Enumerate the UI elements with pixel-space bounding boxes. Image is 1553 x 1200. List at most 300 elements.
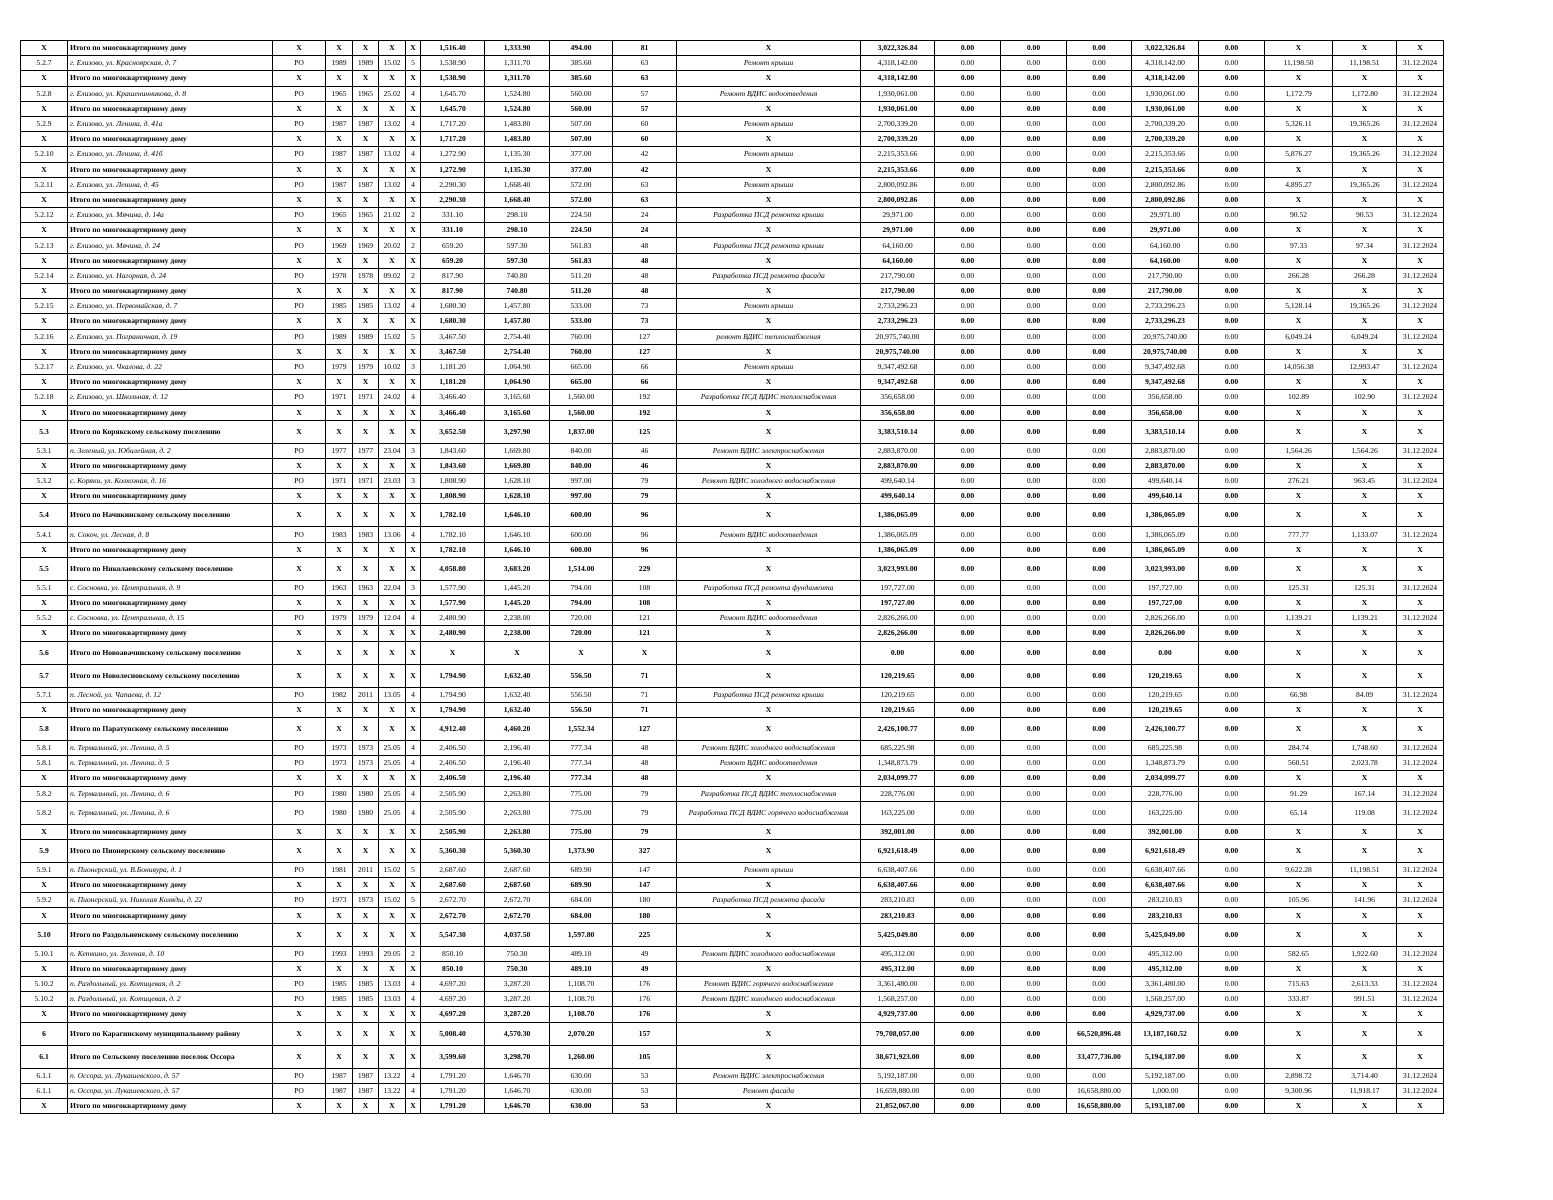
table-cell: 64,160.00 <box>861 253 935 268</box>
table-cell: 0.00 <box>1001 101 1067 116</box>
table-cell: X <box>326 405 353 420</box>
table-cell: 6.1.1 <box>21 1083 68 1098</box>
table-cell: 0.00 <box>1001 390 1067 405</box>
table-cell: 507.00 <box>550 132 613 147</box>
table-cell: X <box>406 71 421 86</box>
table-cell: 1977 <box>326 443 353 458</box>
table-cell: 0.00 <box>1067 405 1132 420</box>
table-cell: X <box>353 192 379 207</box>
table-cell: X <box>677 1007 861 1022</box>
table-cell: РО <box>273 580 326 595</box>
table-cell: X <box>273 101 326 116</box>
table-cell: 561.83 <box>550 253 613 268</box>
table-cell: 0.00 <box>935 329 1001 344</box>
table-cell: 0.00 <box>1199 641 1265 664</box>
table-cell: 385.60 <box>550 71 613 86</box>
table-cell: 2,733,296.23 <box>1132 314 1199 329</box>
table-cell: X <box>326 596 353 611</box>
table-cell: 13.22 <box>379 1083 406 1098</box>
table-cell: 0.00 <box>935 596 1001 611</box>
table-cell: 582.65 <box>1265 946 1333 961</box>
table-cell: 1993 <box>353 946 379 961</box>
table-cell: 1,457.80 <box>485 314 550 329</box>
table-cell: 0.00 <box>935 611 1001 626</box>
table-cell: X <box>406 284 421 299</box>
table-cell: 392,001.00 <box>861 824 935 839</box>
table-cell: 665.00 <box>550 359 613 374</box>
table-cell: 283,210.83 <box>1132 908 1199 923</box>
table-cell: X <box>677 824 861 839</box>
table-cell: 494.00 <box>550 41 613 56</box>
table-row <box>21 192 1444 207</box>
table-cell: 0.00 <box>1067 878 1132 893</box>
table-cell: 1987 <box>353 116 379 131</box>
table-cell: 1963 <box>353 580 379 595</box>
table-cell: Разработка ПСД ремонта фасада <box>677 268 861 283</box>
table-cell: X <box>1397 375 1444 390</box>
table-cell: 73 <box>613 314 677 329</box>
table-cell: 0.00 <box>1001 177 1067 192</box>
table-row <box>21 443 1444 458</box>
table-cell: X <box>326 344 353 359</box>
table-cell: X <box>1333 314 1397 329</box>
table-cell: Итого по многоквартирному дому <box>68 908 273 923</box>
table-cell: 5,193,187.00 <box>1132 1098 1199 1113</box>
table-cell: 2011 <box>353 862 379 877</box>
table-cell: 6,049.24 <box>1333 329 1397 344</box>
table-cell: 1985 <box>353 977 379 992</box>
table-cell: 1987 <box>326 177 353 192</box>
table-row <box>21 771 1444 786</box>
table-cell: X <box>1333 717 1397 740</box>
table-cell: 66,520,896.48 <box>1067 1022 1132 1045</box>
table-row <box>21 893 1444 908</box>
table-cell: 0.00 <box>1001 223 1067 238</box>
table-cell: п. Термальный, ул. Ленина, д. 6 <box>68 786 273 801</box>
table-cell: 121 <box>613 611 677 626</box>
table-cell: Итого по многоквартирному дому <box>68 961 273 976</box>
table-cell: 0.00 <box>1001 458 1067 473</box>
table-cell: 0.00 <box>1001 359 1067 374</box>
table-cell: 2 <box>406 238 421 253</box>
table-cell: 120,219.65 <box>861 687 935 702</box>
table-cell: 5.2.14 <box>21 268 68 283</box>
table-cell: 0.00 <box>1199 238 1265 253</box>
table-row <box>21 801 1444 824</box>
table-cell: 0.00 <box>1199 862 1265 877</box>
table-cell: 4,697.20 <box>421 1007 485 1022</box>
table-cell: 3,466.40 <box>421 390 485 405</box>
table-cell: 1,577.90 <box>421 580 485 595</box>
table-cell: 31.12.2024 <box>1397 268 1444 283</box>
table-cell: X <box>379 132 406 147</box>
table-cell: с. Коряки, ул. Колхозная, д. 16 <box>68 474 273 489</box>
table-cell: 15.02 <box>379 56 406 71</box>
table-cell: 96 <box>613 504 677 527</box>
table-row <box>21 641 1444 664</box>
table-cell: Итого по Новолесновскому сельскому поселению <box>68 664 273 687</box>
table-cell: 0.00 <box>1067 132 1132 147</box>
table-cell: X <box>326 641 353 664</box>
table-row <box>21 977 1444 992</box>
table-cell: X <box>406 489 421 504</box>
table-cell: 0.00 <box>1001 1022 1067 1045</box>
table-cell: 4 <box>406 527 421 542</box>
table-cell: X <box>326 192 353 207</box>
table-cell: 217,790.00 <box>1132 284 1199 299</box>
table-cell: X <box>406 664 421 687</box>
table-cell: 1989 <box>353 56 379 71</box>
table-cell: 0.00 <box>1067 489 1132 504</box>
table-cell: 3,683.20 <box>485 557 550 580</box>
table-cell: 0.00 <box>1199 977 1265 992</box>
table-cell: X <box>273 344 326 359</box>
table-cell: 0.00 <box>1199 1045 1265 1068</box>
table-cell: РО <box>273 946 326 961</box>
table-cell: X <box>21 626 68 641</box>
table-cell: 19,365.26 <box>1333 147 1397 162</box>
table-cell: РО <box>273 1083 326 1098</box>
table-cell: 4,318,142.00 <box>1132 56 1199 71</box>
table-cell: 385.60 <box>550 56 613 71</box>
table-cell: 21,852,067.00 <box>861 1098 935 1113</box>
table-cell: 0.00 <box>1001 208 1067 223</box>
table-cell: Итого по многоквартирному дому <box>68 1007 273 1022</box>
table-cell: X <box>1333 375 1397 390</box>
table-row <box>21 101 1444 116</box>
table-cell: 750.30 <box>485 961 550 976</box>
table-cell: 31.12.2024 <box>1397 299 1444 314</box>
table-cell: РО <box>273 147 326 162</box>
table-cell: 1987 <box>353 1068 379 1083</box>
table-cell: 740.80 <box>485 268 550 283</box>
table-cell: 2,215,353.66 <box>1132 147 1199 162</box>
table-cell: 1,922.60 <box>1333 946 1397 961</box>
table-row <box>21 740 1444 755</box>
table-cell: 0.00 <box>1067 375 1132 390</box>
table-cell: 64,160.00 <box>1132 253 1199 268</box>
table-cell: 9,347,492.68 <box>1132 375 1199 390</box>
table-cell: п. Оссора, ул. Лукашевского, д. 57 <box>68 1068 273 1083</box>
table-cell: X <box>21 458 68 473</box>
table-cell: 283,210.83 <box>861 893 935 908</box>
table-cell: 29,971.00 <box>861 208 935 223</box>
table-cell: 3 <box>406 443 421 458</box>
table-cell: 79 <box>613 824 677 839</box>
table-cell: 3,467.50 <box>421 329 485 344</box>
table-cell: 1987 <box>326 1083 353 1098</box>
table-cell: X <box>273 420 326 443</box>
table-cell: X <box>273 1007 326 1022</box>
table-cell: 0.00 <box>935 946 1001 961</box>
table-cell: Итого по многоквартирному дому <box>68 162 273 177</box>
table-cell: Итого по многоквартирному дому <box>68 314 273 329</box>
table-cell: РО <box>273 268 326 283</box>
table-cell: 0.00 <box>1001 86 1067 101</box>
table-cell: 1985 <box>326 977 353 992</box>
table-cell: 0.00 <box>1199 359 1265 374</box>
table-cell: 2,215,353.66 <box>861 162 935 177</box>
table-cell: 0.00 <box>1199 147 1265 162</box>
table-cell: 2,672.70 <box>485 908 550 923</box>
table-cell: п. Лесной, ул. Чапаева, д. 12 <box>68 687 273 702</box>
table-cell: 659.20 <box>421 253 485 268</box>
table-cell: 0.00 <box>1001 687 1067 702</box>
table-cell: 31.12.2024 <box>1397 786 1444 801</box>
table-cell: 0.00 <box>1199 580 1265 595</box>
table-cell: 689.90 <box>550 878 613 893</box>
table-cell: 5.2.9 <box>21 116 68 131</box>
table-cell: 5.4 <box>21 504 68 527</box>
table-row <box>21 923 1444 946</box>
table-cell: Разработка ПСД ремонта фасада <box>677 893 861 908</box>
table-cell: X <box>379 824 406 839</box>
table-cell: 0.00 <box>1199 801 1265 824</box>
table-row <box>21 1098 1444 1113</box>
table-cell: 48 <box>613 238 677 253</box>
table-cell: 0.00 <box>1067 474 1132 489</box>
table-cell: X <box>1397 162 1444 177</box>
table-cell: п. Раздольный, ул. Котицевая, д. 2 <box>68 992 273 1007</box>
table-cell: 121 <box>613 626 677 641</box>
table-row <box>21 862 1444 877</box>
table-cell: 266.28 <box>1265 268 1333 283</box>
table-cell: 9,622.28 <box>1265 862 1333 877</box>
table-cell: X <box>677 557 861 580</box>
table-cell: 31.12.2024 <box>1397 893 1444 908</box>
table-cell: Итого по многоквартирному дому <box>68 71 273 86</box>
table-cell: 0.00 <box>1001 771 1067 786</box>
table-cell: 1,386,065.09 <box>861 542 935 557</box>
table-cell: X <box>21 314 68 329</box>
table-cell: 0.00 <box>1199 504 1265 527</box>
table-cell: 0.00 <box>1001 992 1067 1007</box>
table-cell: 2,672.70 <box>421 893 485 908</box>
table-row <box>21 596 1444 611</box>
table-cell: X <box>1397 1045 1444 1068</box>
table-cell: X <box>353 405 379 420</box>
table-cell: 25.05 <box>379 740 406 755</box>
table-cell: X <box>379 878 406 893</box>
table-cell: 0.00 <box>1067 192 1132 207</box>
table-cell: 0.00 <box>935 116 1001 131</box>
table-cell: X <box>353 132 379 147</box>
table-cell: 0.00 <box>1067 786 1132 801</box>
table-cell: 0.00 <box>1199 208 1265 223</box>
table-cell: г. Елизово, ул. Чкалова, д. 22 <box>68 359 273 374</box>
table-cell: X <box>379 375 406 390</box>
table-cell: 630.00 <box>550 1083 613 1098</box>
table-cell: 0.00 <box>1199 162 1265 177</box>
table-cell: 64,160.00 <box>861 238 935 253</box>
table-cell: 1,108.70 <box>550 977 613 992</box>
table-row <box>21 329 1444 344</box>
table-cell: 163,225.00 <box>861 801 935 824</box>
table-cell: 1987 <box>353 1083 379 1098</box>
table-cell: 5.8.1 <box>21 756 68 771</box>
table-cell: 0.00 <box>1067 664 1132 687</box>
table-cell: 5.2.12 <box>21 208 68 223</box>
table-row <box>21 717 1444 740</box>
table-cell: 46 <box>613 443 677 458</box>
table-cell: 147 <box>613 878 677 893</box>
table-cell: 0.00 <box>1067 961 1132 976</box>
table-cell: 2,826,266.00 <box>1132 626 1199 641</box>
table-cell: 66 <box>613 375 677 390</box>
table-cell: 102.90 <box>1333 390 1397 405</box>
table-cell: 20,975,740.00 <box>1132 329 1199 344</box>
table-cell: 0.00 <box>1067 771 1132 786</box>
table-cell: 0.00 <box>1001 489 1067 504</box>
table-cell: 0.00 <box>1067 147 1132 162</box>
table-cell: 0.00 <box>1067 162 1132 177</box>
table-cell: 0.00 <box>1001 702 1067 717</box>
table-cell: 511.20 <box>550 268 613 283</box>
table-cell: 0.00 <box>935 489 1001 504</box>
table-cell: 12,993.47 <box>1333 359 1397 374</box>
table-cell: 0.00 <box>1067 626 1132 641</box>
table-cell: 0.00 <box>861 641 935 664</box>
table-cell: 0.00 <box>935 192 1001 207</box>
table-cell: 5.8 <box>21 717 68 740</box>
table-cell: 2,800,092.86 <box>861 192 935 207</box>
table-cell: 1,172.79 <box>1265 86 1333 101</box>
table-cell: 2,196.40 <box>485 740 550 755</box>
table-cell: Разработка ПСД ремонта крыши <box>677 208 861 223</box>
table-cell: 1985 <box>353 992 379 1007</box>
table-cell: 2,290.30 <box>421 177 485 192</box>
table-cell: 0.00 <box>935 580 1001 595</box>
table-cell: 276.21 <box>1265 474 1333 489</box>
table-cell: 5.2.7 <box>21 56 68 71</box>
table-row <box>21 1045 1444 1068</box>
table-cell: 157 <box>613 1022 677 1045</box>
table-cell: РО <box>273 474 326 489</box>
table-cell: 0.00 <box>1001 893 1067 908</box>
table-cell: X <box>1397 284 1444 299</box>
table-row <box>21 223 1444 238</box>
table-cell: X <box>353 284 379 299</box>
table-cell: X <box>677 664 861 687</box>
table-cell: 1,386,065.09 <box>861 504 935 527</box>
table-cell: 2,196.40 <box>485 756 550 771</box>
table-cell: 1,930,061.00 <box>861 86 935 101</box>
table-cell: X <box>326 489 353 504</box>
table-cell: 0.00 <box>1001 786 1067 801</box>
table-cell: РО <box>273 56 326 71</box>
table-cell: 0.00 <box>935 771 1001 786</box>
table-cell: X <box>273 961 326 976</box>
table-cell: X <box>21 961 68 976</box>
table-cell: X <box>273 923 326 946</box>
table-cell: 1,668.40 <box>485 192 550 207</box>
table-cell: 11,918.17 <box>1333 1083 1397 1098</box>
table-cell: 560.00 <box>550 86 613 101</box>
table-cell: X <box>326 1007 353 1022</box>
table-cell: 19,365.26 <box>1333 299 1397 314</box>
table-cell: 5,128.14 <box>1265 299 1333 314</box>
table-cell: X <box>406 132 421 147</box>
table-cell: 3,599.60 <box>421 1045 485 1068</box>
table-cell: X <box>353 223 379 238</box>
table-cell: 0.00 <box>1199 458 1265 473</box>
table-cell: 1,373.90 <box>550 839 613 862</box>
table-cell: 5.8.2 <box>21 786 68 801</box>
table-cell: X <box>677 101 861 116</box>
table-cell: 0.00 <box>1001 314 1067 329</box>
table-cell: 0.00 <box>1001 344 1067 359</box>
table-cell: 0.00 <box>1199 268 1265 283</box>
table-cell: 57 <box>613 86 677 101</box>
table-cell: 5.5 <box>21 557 68 580</box>
table-cell: 2,196.40 <box>485 771 550 786</box>
table-row <box>21 116 1444 131</box>
table-cell: 0.00 <box>1067 824 1132 839</box>
table-cell: 1,560.00 <box>550 390 613 405</box>
table-cell: X <box>379 489 406 504</box>
table-cell: 120,219.65 <box>1132 702 1199 717</box>
table-cell: г. Елизово, ул. Крашенинникова, д. 8 <box>68 86 273 101</box>
table-body <box>21 41 1444 1114</box>
table-cell: 31.12.2024 <box>1397 1083 1444 1098</box>
table-cell: 0.00 <box>935 390 1001 405</box>
table-cell: 377.00 <box>550 147 613 162</box>
table-cell: X <box>1265 664 1333 687</box>
table-cell: 3,287.20 <box>485 1007 550 1022</box>
table-cell: 561.83 <box>550 238 613 253</box>
table-cell: 6.1.1 <box>21 1068 68 1083</box>
table-cell: X <box>1265 702 1333 717</box>
table-cell: 0.00 <box>1067 977 1132 992</box>
table-cell: X <box>353 923 379 946</box>
table-cell: 533.00 <box>550 314 613 329</box>
table-cell: 0.00 <box>1199 839 1265 862</box>
table-cell: 556.50 <box>550 702 613 717</box>
table-cell: 5.10.1 <box>21 946 68 961</box>
table-cell: 0.00 <box>935 923 1001 946</box>
table-cell: X <box>1265 314 1333 329</box>
table-cell: 5.9.2 <box>21 893 68 908</box>
table-cell: 5.2.18 <box>21 390 68 405</box>
table-cell: X <box>353 41 379 56</box>
table-cell: 4,058.80 <box>421 557 485 580</box>
table-cell: 1965 <box>353 208 379 223</box>
table-cell: РО <box>273 116 326 131</box>
table-cell: 0.00 <box>1067 580 1132 595</box>
table-cell: 1,135.30 <box>485 162 550 177</box>
table-cell: РО <box>273 177 326 192</box>
table-cell: 2,733,296.23 <box>1132 299 1199 314</box>
table-cell: 0.00 <box>935 626 1001 641</box>
table-cell: X <box>353 717 379 740</box>
table-cell: 5.8.1 <box>21 740 68 755</box>
table-cell: X <box>379 223 406 238</box>
table-cell: X <box>406 1098 421 1113</box>
table-cell: 0.00 <box>1001 557 1067 580</box>
table-cell: 392,001.00 <box>1132 824 1199 839</box>
table-cell: 5.10.2 <box>21 977 68 992</box>
table-cell: 1,646.10 <box>485 504 550 527</box>
table-cell: 33,477,736.00 <box>1067 1045 1132 1068</box>
table-cell: X <box>1265 504 1333 527</box>
table-cell: 0.00 <box>935 824 1001 839</box>
table-cell: 0.00 <box>1001 1083 1067 1098</box>
table-cell: 0.00 <box>1001 474 1067 489</box>
table-cell: 1979 <box>353 611 379 626</box>
table-cell: 2,406.50 <box>421 756 485 771</box>
table-cell: 79,708,057.00 <box>861 1022 935 1045</box>
table-cell: 5.5.2 <box>21 611 68 626</box>
